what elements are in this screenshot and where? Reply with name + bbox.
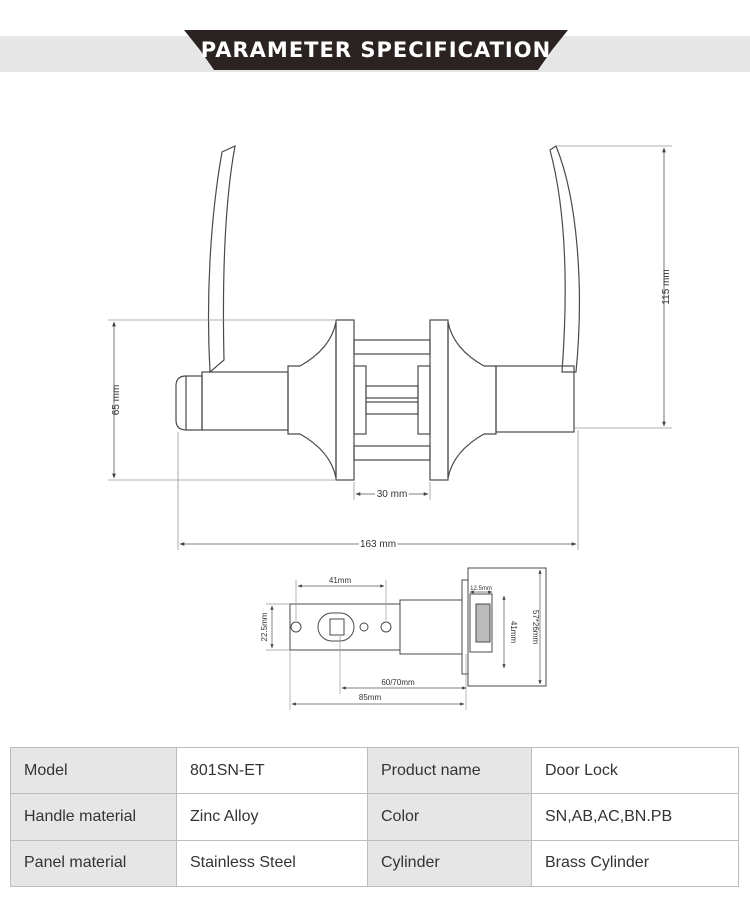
spec-label: Color bbox=[368, 794, 532, 840]
spec-value: SN,AB,AC,BN.PB bbox=[532, 794, 739, 840]
spec-value: Brass Cylinder bbox=[532, 840, 739, 886]
table-row bbox=[11, 748, 739, 794]
latch-collar bbox=[462, 580, 468, 674]
left-plate bbox=[336, 320, 354, 480]
lever-handle-diagram bbox=[176, 146, 579, 480]
spindle-top-bar bbox=[354, 340, 430, 354]
rose-height-label: 65 mm bbox=[111, 384, 122, 416]
latch-slot bbox=[318, 613, 354, 641]
faceplate-outer-label: 57*26mm bbox=[531, 609, 540, 645]
faceplate-height-label: 41mm bbox=[509, 620, 518, 644]
table-row bbox=[11, 794, 739, 840]
left-rose bbox=[288, 322, 336, 478]
right-rose bbox=[448, 322, 496, 478]
spec-value: Zinc Alloy bbox=[177, 794, 368, 840]
spec-table bbox=[10, 747, 739, 887]
table-row bbox=[11, 840, 739, 886]
spec-value: Stainless Steel bbox=[177, 840, 368, 886]
page-title: PARAMETER SPECIFICATION bbox=[200, 38, 552, 62]
left-lever-neck bbox=[202, 372, 288, 430]
latch-body bbox=[400, 600, 462, 654]
spindle-right-block bbox=[418, 366, 430, 434]
spec-value: Door Lock bbox=[532, 748, 739, 794]
left-knob-tip bbox=[176, 376, 202, 430]
latch-hole-mid bbox=[360, 623, 368, 631]
right-plate bbox=[430, 320, 448, 480]
latch-hole-right bbox=[381, 622, 391, 632]
handle-height-label: 115 mm bbox=[661, 269, 672, 305]
backset-label: 60/70mm bbox=[381, 678, 415, 687]
spec-label: Panel material bbox=[11, 840, 177, 886]
spec-label: Product name bbox=[368, 748, 532, 794]
plate-height-label: 22.5mm bbox=[260, 612, 269, 642]
latch-mount-plate bbox=[290, 604, 400, 650]
latch-deadlatch bbox=[476, 604, 490, 642]
spindle-mid-bar-top bbox=[366, 386, 418, 398]
latch-length-label: 85mm bbox=[358, 693, 382, 702]
spec-label: Cylinder bbox=[368, 840, 532, 886]
latch-hole-left bbox=[291, 622, 301, 632]
spindle-length-label: 30 mm bbox=[376, 489, 408, 500]
right-lever bbox=[550, 146, 579, 372]
right-lever-neck bbox=[496, 366, 574, 432]
latch-dimensions bbox=[266, 570, 540, 710]
bolt-throw-label: 12.5mm bbox=[470, 586, 492, 592]
overall-length-label: 163 mm bbox=[359, 539, 397, 550]
spec-label: Handle material bbox=[11, 794, 177, 840]
latch-square bbox=[330, 619, 344, 635]
spindle-left-block bbox=[354, 366, 366, 434]
spec-label: Model bbox=[11, 748, 177, 794]
spec-value: 801SN-ET bbox=[177, 748, 368, 794]
left-lever bbox=[209, 146, 236, 372]
spindle-mid-bar-bottom bbox=[366, 402, 418, 414]
lever-dimension-labels bbox=[111, 269, 672, 550]
spindle-bottom-bar bbox=[354, 446, 430, 460]
hole-spacing-label: 41mm bbox=[328, 576, 352, 585]
